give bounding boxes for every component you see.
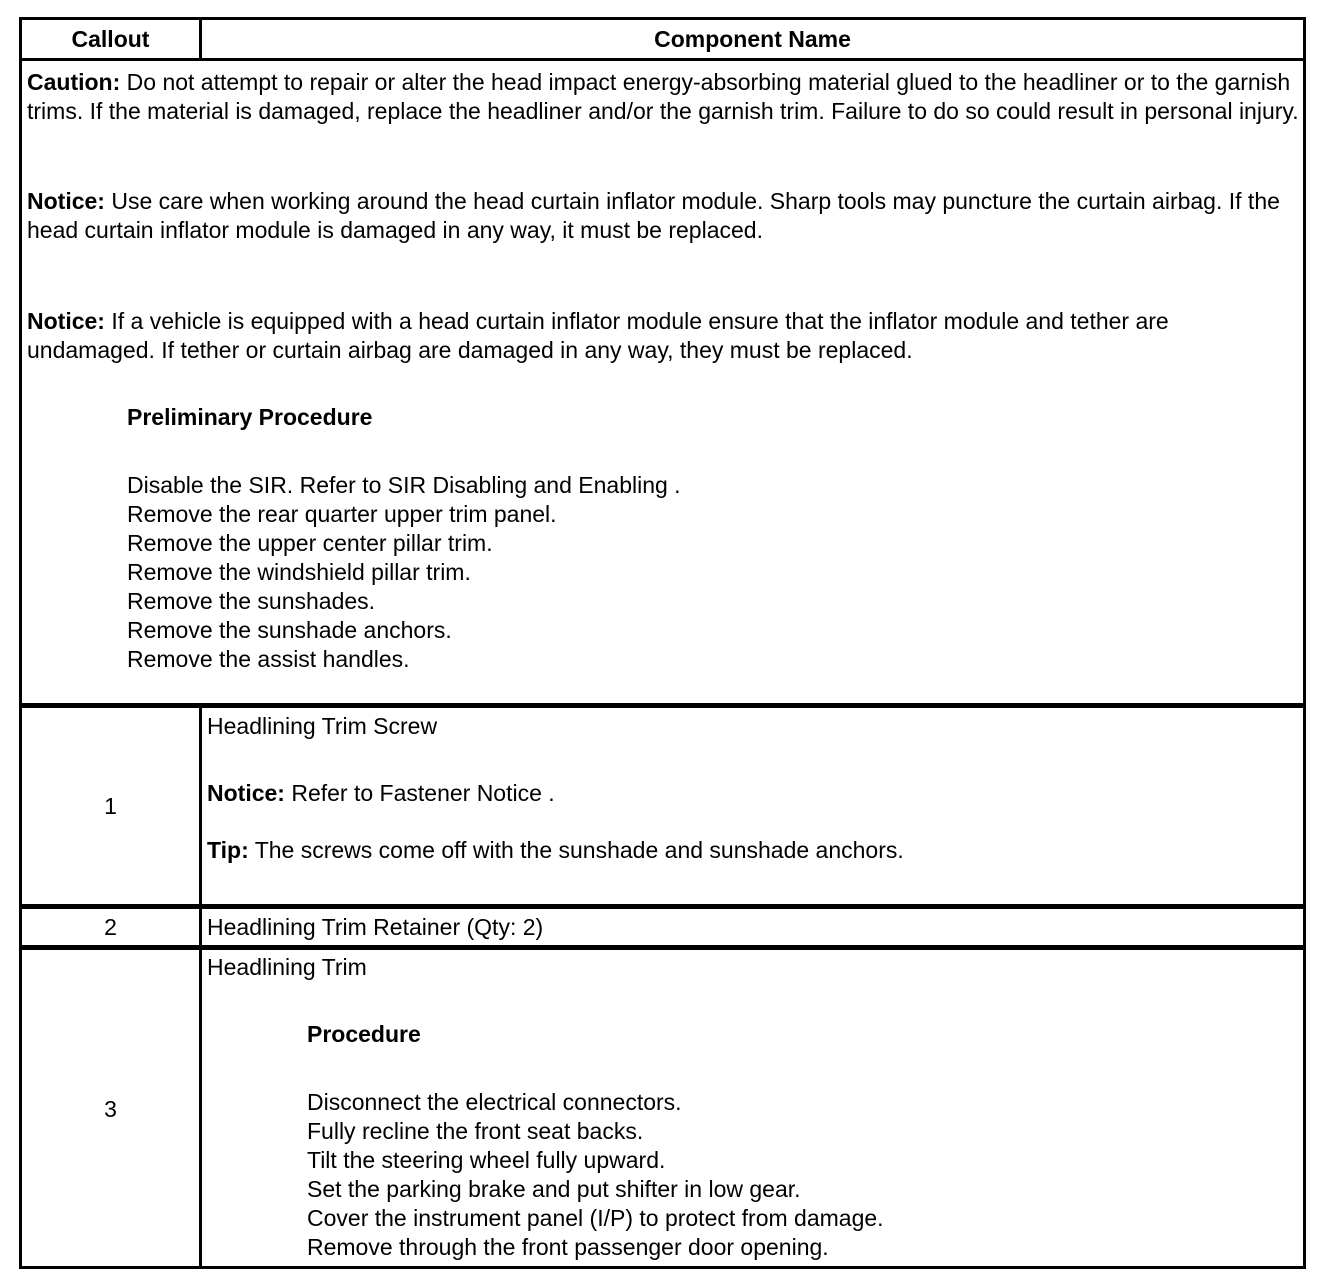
step-item: Fully recline the front seat backs. [307, 1118, 644, 1144]
notice-paragraph-2 [27, 307, 1299, 365]
row-3-name-cell [207, 953, 1297, 1262]
body-column-divider [199, 703, 202, 1269]
row-1-notice [207, 779, 1297, 808]
row-1-name: Headlining Trim Screw [207, 713, 438, 739]
row-1-tip-label: Tip: [207, 837, 249, 863]
header-callout: Callout [71, 26, 150, 52]
preliminary-procedure-title: Preliminary Procedure [127, 404, 373, 430]
row-3-procedure [307, 1020, 1297, 1262]
row-2-name: Headlining Trim Retainer (Qty: 2) [207, 914, 544, 940]
notice-text-2: If a vehicle is equipped with a head curtain inflator module ensure that the inflator module and tether are undamaged. If tether or curtain airbag are damaged in any way, they must be replaced. [27, 308, 1169, 363]
step-item: Remove through the front passenger door opening. [307, 1234, 829, 1260]
caution-text: Do not attempt to repair or alter the head impact energy-absorbing material glued to the headliner or to the garnish trims. If the material is damaged, replace the headliner and/or the garnish trim. Failure to do so could result in personal injury. [27, 69, 1299, 124]
step-item: Disable the SIR. Refer to SIR Disabling and Enabling . [127, 472, 681, 498]
preliminary-procedure [127, 403, 1299, 674]
step-item: Set the parking brake and put shifter in low gear. [307, 1176, 801, 1202]
row-1-tip [207, 836, 1297, 865]
row-3-procedure-title: Procedure [307, 1021, 421, 1047]
step-item: Tilt the steering wheel fully upward. [307, 1147, 666, 1173]
row-1-callout: 1 [104, 793, 117, 819]
step-item: Remove the sunshade anchors. [127, 617, 452, 643]
row-1-notice-label: Notice: [207, 780, 285, 806]
row-1-name-cell [207, 712, 1297, 865]
step-item: Remove the windshield pillar trim. [127, 559, 471, 585]
intro-cell [27, 68, 1299, 674]
intro-divider [22, 703, 1303, 708]
row-3-steps [307, 1088, 1297, 1262]
notice-paragraph-1 [27, 187, 1299, 245]
step-item: Disconnect the electrical connectors. [307, 1089, 682, 1115]
row-2-callout: 2 [104, 914, 117, 940]
header-component-name: Component Name [654, 26, 851, 52]
row-3-name: Headlining Trim [207, 954, 367, 980]
header-divider [22, 58, 1303, 61]
step-item: Remove the sunshades. [127, 588, 376, 614]
row-1-notice-text: Refer to Fastener Notice . [284, 780, 555, 806]
step-item: Remove the rear quarter upper trim panel. [127, 501, 557, 527]
row-3-callout: 3 [104, 1096, 117, 1122]
component-table [19, 17, 1306, 1269]
step-item: Cover the instrument panel (I/P) to protect from damage. [307, 1205, 884, 1231]
step-item: Remove the upper center pillar trim. [127, 530, 493, 556]
caution-label: Caution: [27, 69, 121, 95]
preliminary-steps [127, 471, 1299, 674]
caution-paragraph [27, 68, 1299, 126]
notice-text-1: Use care when working around the head curtain inflator module. Sharp tools may puncture the curtain airbag. If the head curtain inflator module is damaged in any way, it must be replaced. [27, 188, 1280, 243]
notice-label-1: Notice: [27, 188, 105, 214]
notice-label-2: Notice: [27, 308, 105, 334]
row-1-tip-text: The screws come off with the sunshade and sunshade anchors. [248, 837, 904, 863]
row2-divider [22, 945, 1303, 950]
step-item: Remove the assist handles. [127, 646, 410, 672]
